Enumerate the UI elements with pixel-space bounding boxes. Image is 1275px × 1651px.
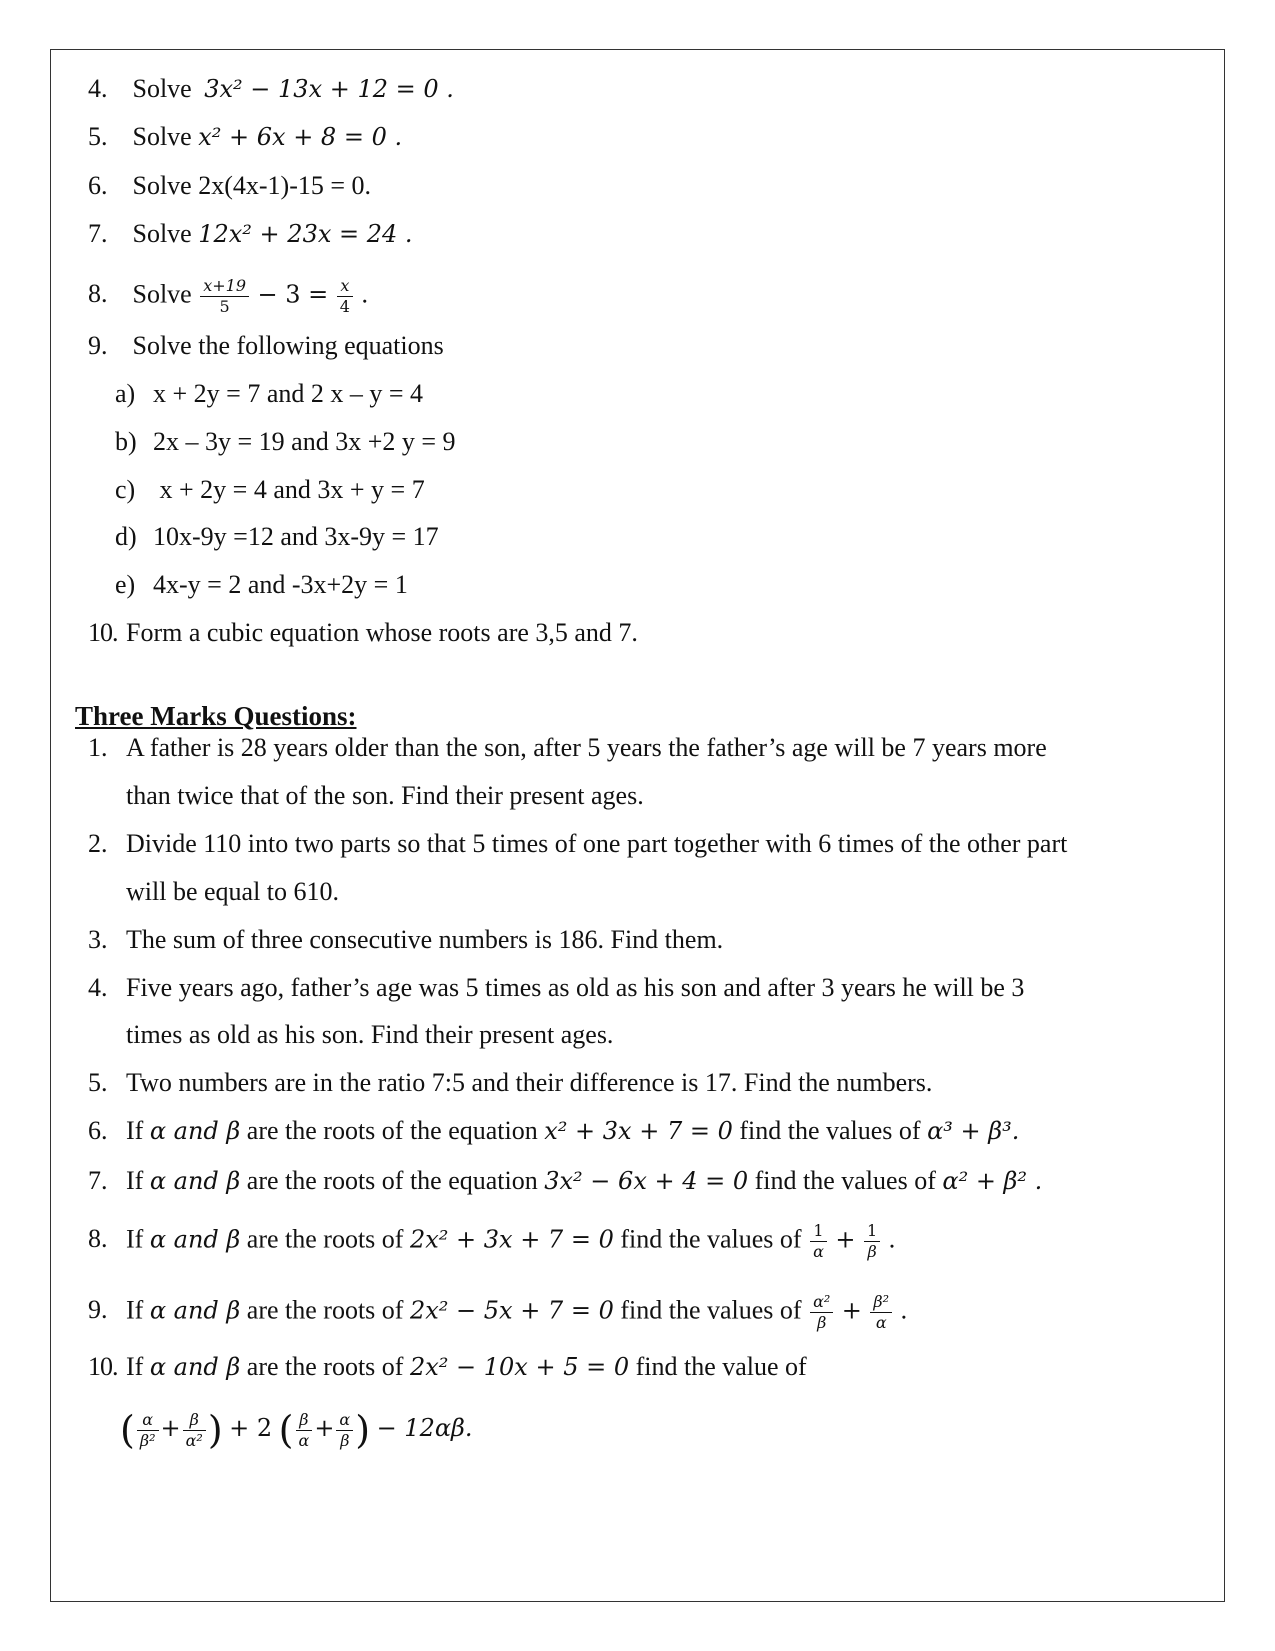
- fraction: $\frac{1}{\alpha}$: [810, 1221, 827, 1262]
- three-marks-q10: 10. If α and β are the roots of 2x² − 10x + 5 = 0 find the value of: [88, 1352, 807, 1381]
- subitem-c: c) x + 2y = 4 and 3x + y = 7: [115, 475, 425, 504]
- three-marks-q6: 6. If α and β are the roots of the equation x² + 3x + 7 = 0 find the values of α³ + β³.: [88, 1116, 1020, 1145]
- equation: 12x² + 23x = 24 .: [198, 220, 413, 248]
- fraction: $\frac{1}{\beta}$: [864, 1221, 880, 1262]
- three-marks-q4-line1: 4. Five years ago, father’s age was 5 times as old as his son and after 3 years he will be 3: [88, 973, 1025, 1002]
- equation: x² + 6x + 8 = 0 .: [198, 123, 403, 151]
- question-7: 7. Solve 12x² + 23x = 24 .: [88, 219, 413, 248]
- fraction: $\frac{\text{α²}}{\beta}$: [810, 1292, 833, 1333]
- fraction: $\frac{\alpha}{\text{β²}}$: [137, 1410, 159, 1451]
- subitem-d: d) 10x-9y =12 and 3x-9y = 17: [115, 522, 439, 551]
- three-marks-q1-line1: 1. A father is 28 years older than the son, after 5 years the father’s age will be 7 years more: [88, 733, 1047, 762]
- fraction: $\frac{x}{4}$: [337, 276, 353, 317]
- three-marks-q8: 8. If α and β are the roots of 2x² + 3x + 7 = 0 find the values of $\frac{1}{\alpha}$ + $\frac{1}{\beta}$ .: [88, 1221, 896, 1261]
- three-marks-q10-expression: ( $\frac{\alpha}{\text{β²}}$ + $\frac{\beta}{\text{α²}}$ ) + 2 ( $\frac{\beta}{\alpha}$ + $\frac{\alpha}{\beta}$ ) − 12αβ.: [120, 1408, 473, 1453]
- fraction: $\frac{\alpha}{\beta}$: [336, 1410, 353, 1451]
- question-9: 9. Solve the following equations: [88, 331, 444, 360]
- fraction: $\frac{x+19}{5}$: [200, 276, 249, 317]
- fraction: $\frac{\beta}{\text{α²}}$: [183, 1410, 206, 1451]
- section-heading: Three Marks Questions:: [75, 701, 357, 731]
- three-marks-q5: 5. Two numbers are in the ratio 7:5 and their difference is 17. Find the numbers.: [88, 1068, 933, 1097]
- subitem-a: a) x + 2y = 7 and 2 x – y = 4: [115, 379, 424, 408]
- subitem-b: b) 2x – 3y = 19 and 3x +2 y = 9: [115, 427, 456, 456]
- question-10: 10. Form a cubic equation whose roots are 3,5 and 7.: [88, 618, 638, 647]
- question-6: 6. Solve 2x(4x-1)-15 = 0.: [88, 171, 372, 200]
- question-8: 8. Solve $\frac{x+19}{5}$ − 3 = $\frac{x}{4}$ .: [88, 276, 368, 316]
- three-marks-q4-line2: times as old as his son. Find their present ages.: [126, 1020, 614, 1049]
- three-marks-q9: 9. If α and β are the roots of 2x² − 5x + 7 = 0 find the values of $\frac{\text{α²}}{\beta}$ + $\frac{\text{β²}}{\alpha}$ .: [88, 1292, 908, 1332]
- fraction: $\frac{\beta}{\alpha}$: [296, 1410, 313, 1451]
- question-5: 5. Solve x² + 6x + 8 = 0 .: [88, 122, 403, 151]
- three-marks-q7: 7. If α and β are the roots of the equation 3x² − 6x + 4 = 0 find the values of α² + β² .: [88, 1166, 1043, 1195]
- fraction: $\frac{\text{β²}}{\alpha}$: [870, 1292, 892, 1333]
- three-marks-q2-line1: 2. Divide 110 into two parts so that 5 times of one part together with 6 times of the other part: [88, 829, 1068, 858]
- three-marks-q3: 3. The sum of three consecutive numbers is 186. Find them.: [88, 925, 724, 954]
- three-marks-q1-line2: than twice that of the son. Find their present ages.: [126, 781, 644, 810]
- three-marks-q2-line2: will be equal to 610.: [126, 877, 340, 906]
- subitem-e: e) 4x-y = 2 and -3x+2y = 1: [115, 570, 408, 599]
- question-4: 4. Solve 3x² − 13x + 12 = 0 .: [88, 74, 454, 103]
- equation: 3x² − 13x + 12 = 0 .: [204, 75, 454, 103]
